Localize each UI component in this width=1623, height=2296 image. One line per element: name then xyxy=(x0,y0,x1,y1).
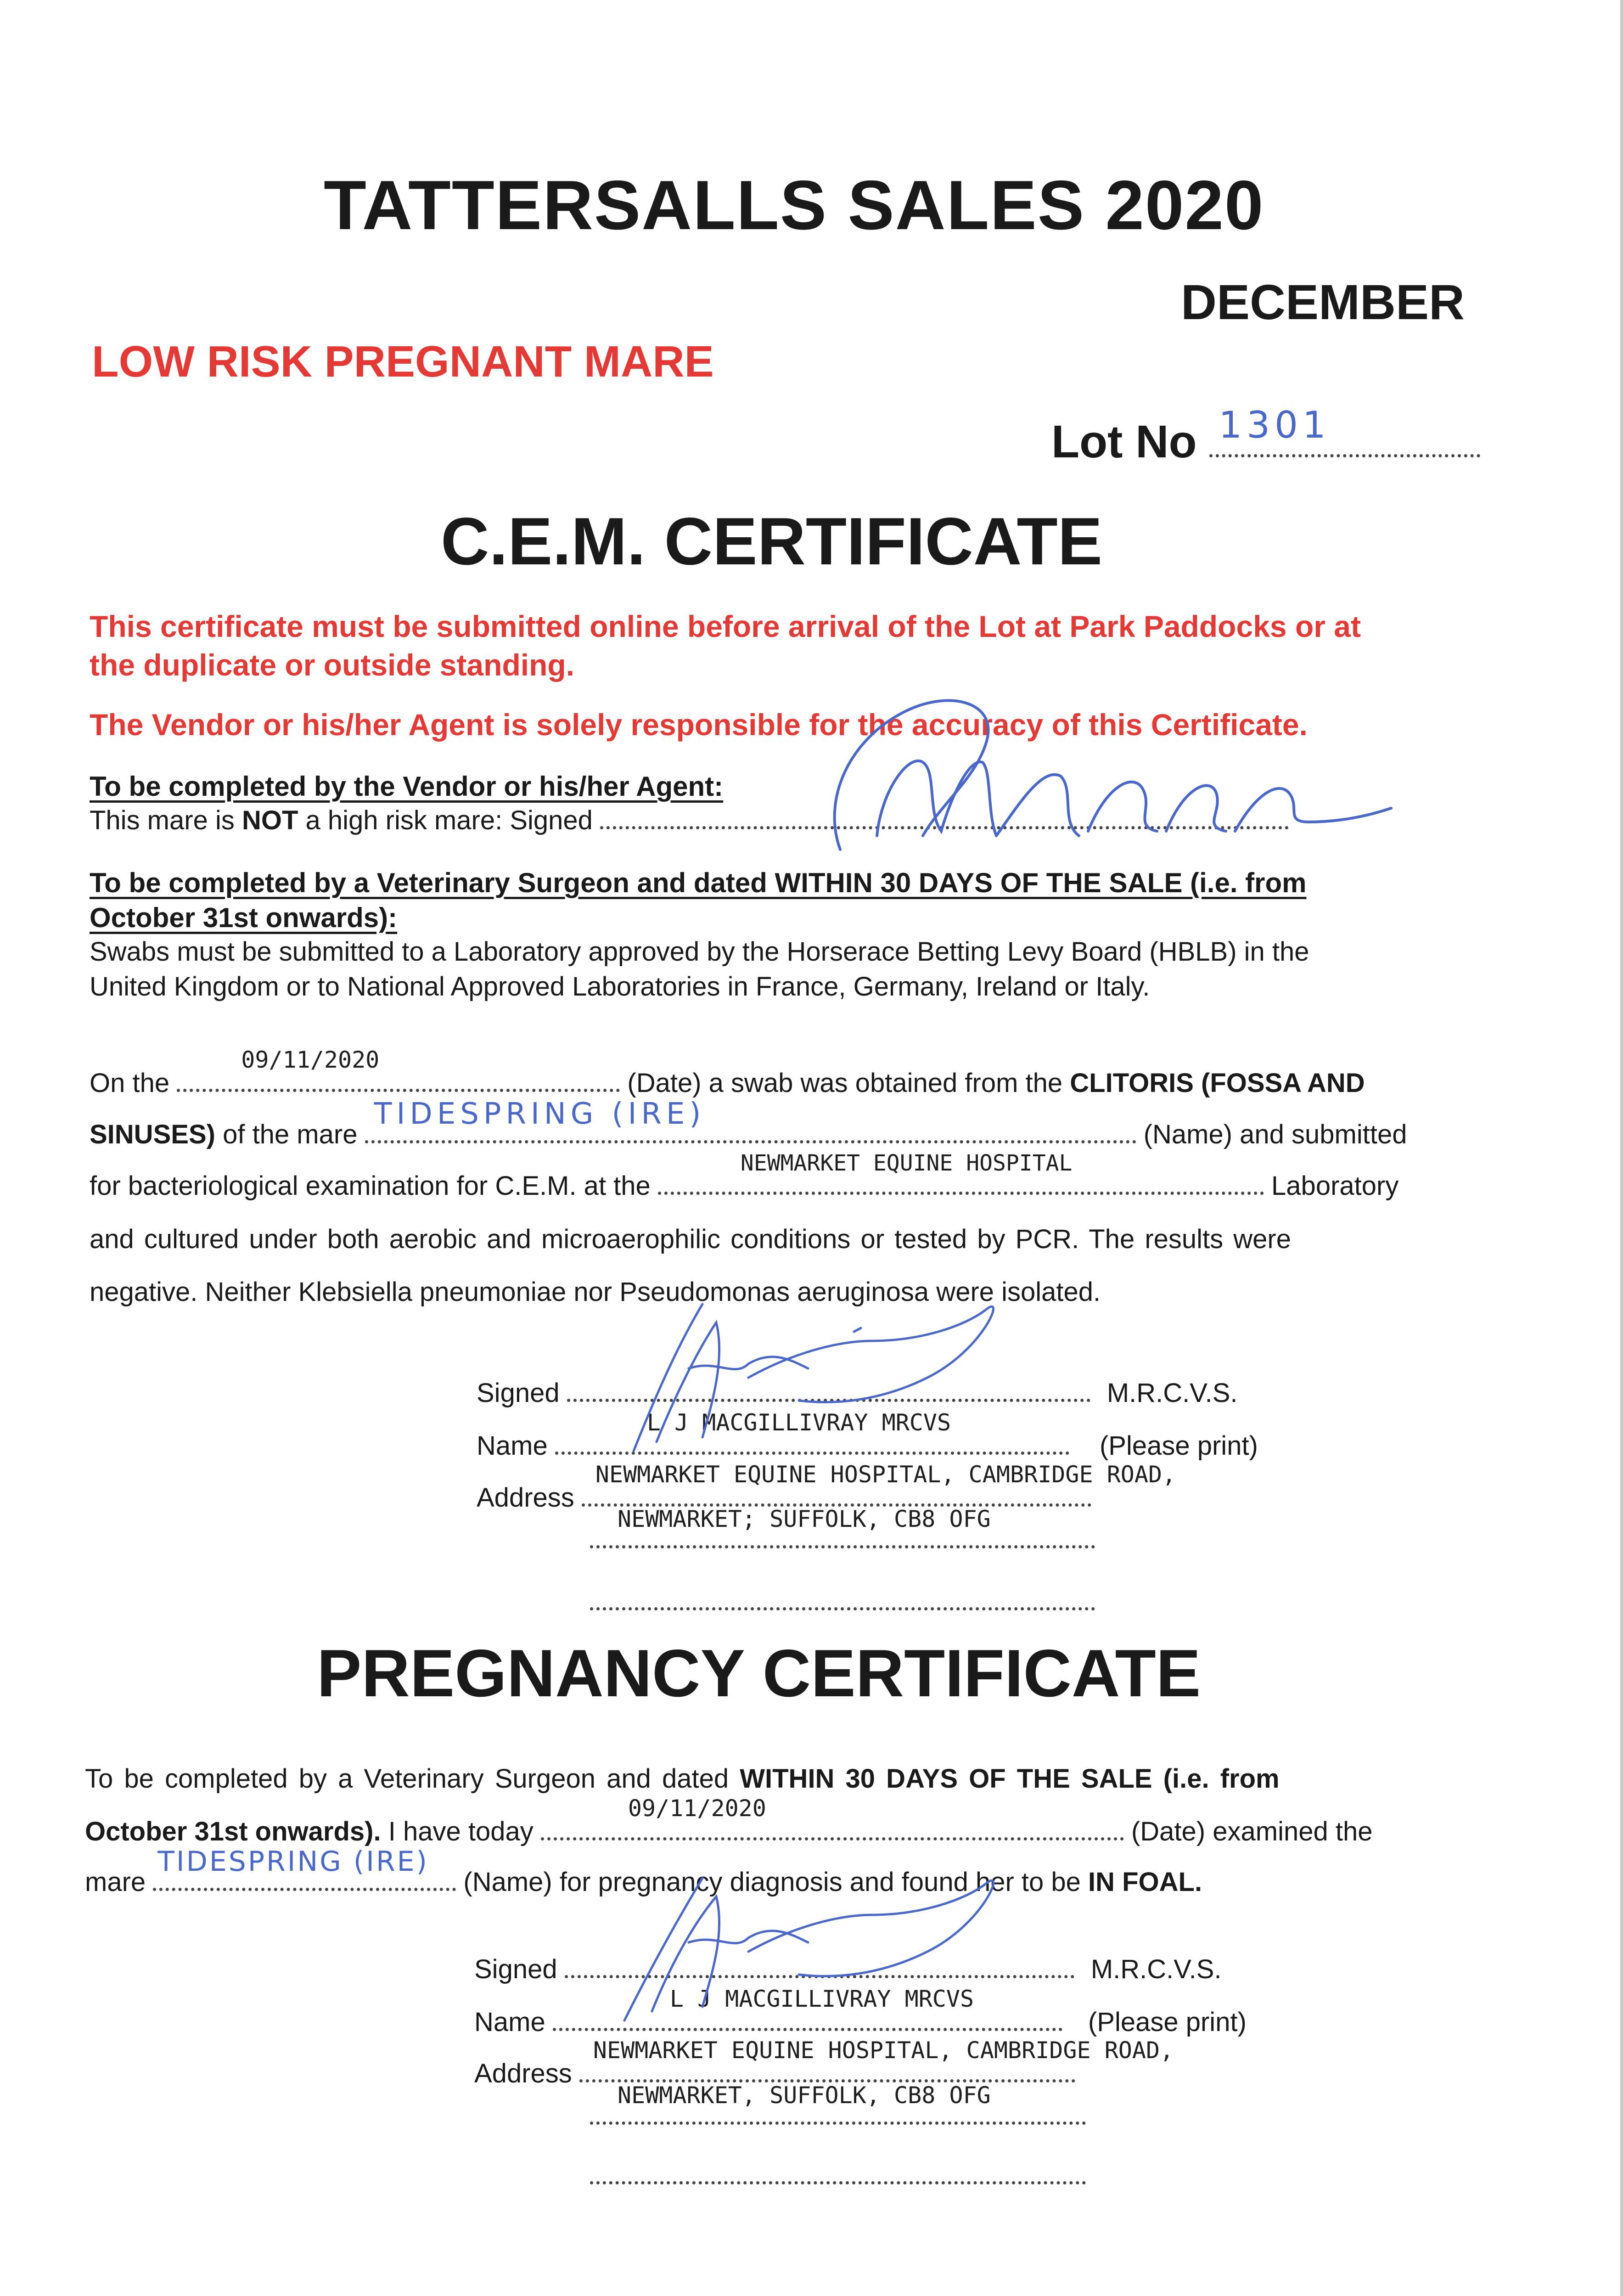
pregnancy-mare-row xyxy=(85,1846,1202,1897)
lot-label: Lot No xyxy=(1051,416,1197,467)
cem-name-label: Name xyxy=(477,1431,548,1461)
exam-prefix: for bacteriological examination for C.E.M. at the xyxy=(90,1171,651,1201)
mare-name-line xyxy=(365,1097,1136,1143)
sale-month: DECEMBER xyxy=(1181,274,1465,330)
cem-address-line2-dots xyxy=(590,1506,1095,1548)
cem-signed-label: Signed xyxy=(477,1378,560,1408)
preg-address-line1 xyxy=(579,2037,1174,2082)
swab-date-value: 09/11/2020 xyxy=(241,1047,380,1073)
laboratory-value: NEWMARKET EQUINE HOSPITAL xyxy=(740,1150,1073,1176)
vendor-statement xyxy=(90,805,1289,836)
sale-title: TATTERSALLS SALES 2020 xyxy=(324,166,1264,244)
mare-name-value: TIDESPRING (IRE) xyxy=(374,1097,706,1131)
pregnancy-mare-line xyxy=(153,1846,456,1891)
preg-name-label: Name xyxy=(474,2007,545,2037)
on-the-label: On the xyxy=(90,1068,170,1098)
culture-line: and cultured under both aerobic and microaerophilic conditions or tested by PCR. The results were xyxy=(90,1224,1291,1254)
swab-site-line1: CLITORIS (FOSSA AND xyxy=(1070,1068,1365,1098)
lot-number-line xyxy=(1209,404,1480,457)
swab-site-line2: SINUSES) xyxy=(90,1120,215,1149)
preg-address-line3 xyxy=(590,2167,1086,2184)
cem-signature-line xyxy=(567,1385,1090,1402)
pregnancy-diagnosis: (Name) for pregnancy diagnosis and found her to be xyxy=(463,1867,1081,1897)
preg-address-value1: NEWMARKET EQUINE HOSPITAL, CAMBRIDGE ROAD, xyxy=(593,2037,1174,2064)
preg-address-line2-dots xyxy=(590,2082,1086,2125)
vendor-signature-line xyxy=(600,812,1289,829)
laboratory-line xyxy=(658,1150,1264,1195)
lot-number-field xyxy=(1051,404,1480,468)
cem-vet-name: L J MACGILLIVRAY MRCVS xyxy=(646,1409,951,1436)
pregnancy-date-line xyxy=(541,1795,1124,1840)
pregnancy-intro-row xyxy=(85,1763,1280,1794)
pregnancy-intro: To be completed by a Veterinary Surgeon and dated xyxy=(85,1764,729,1794)
cem-address-line3 xyxy=(590,1593,1095,1610)
cem-mrcvs-label: M.R.C.V.S. xyxy=(1106,1378,1238,1408)
cem-heading: C.E.M. CERTIFICATE xyxy=(441,504,1103,579)
vet-section-heading-line2: October 31st onwards): xyxy=(90,902,398,933)
pregnancy-in-foal: IN FOAL. xyxy=(1088,1867,1202,1897)
pregnancy-october: October 31st onwards). xyxy=(85,1817,381,1846)
swab-mare-row xyxy=(90,1097,1407,1150)
preg-address-label: Address xyxy=(474,2059,572,2088)
vendor-statement-prefix: This mare is xyxy=(90,805,242,835)
submission-notice xyxy=(90,607,1361,684)
cem-address-value2: NEWMARKET; SUFFOLK, CB8 OFG xyxy=(618,1506,991,1532)
vendor-section-heading: To be completed by the Vendor or his/her Agent: xyxy=(90,771,724,802)
page-edge-shadow xyxy=(1620,0,1623,2296)
lab-row xyxy=(90,1150,1399,1201)
pregnancy-date-value: 09/11/2020 xyxy=(628,1795,766,1822)
swab-requirements-line1: Swabs must be submitted to a Laboratory approved by the Horserace Betting Levy Board (HBLB) in the xyxy=(90,937,1309,967)
cem-signed-row xyxy=(477,1378,1238,1408)
cem-address-value1: NEWMARKET EQUINE HOSPITAL, CAMBRIDGE ROAD, xyxy=(595,1461,1176,1488)
submission-notice-line2: the duplicate or outside standing. xyxy=(90,648,575,682)
preg-address-value2: NEWMARKET, SUFFOLK, CB8 OFG xyxy=(618,2082,991,2109)
vendor-statement-signed-label: a high risk mare: Signed xyxy=(298,805,593,835)
swab-date-line xyxy=(177,1047,620,1092)
pregnancy-date-row xyxy=(85,1795,1373,1847)
preg-please-print: (Please print) xyxy=(1088,2007,1247,2037)
cem-please-print: (Please print) xyxy=(1099,1431,1258,1461)
submission-notice-line1: This certificate must be submitted online before arrival of the Lot at Park Paddocks or at xyxy=(90,609,1361,643)
vendor-responsibility-notice: The Vendor or his/her Agent is solely responsible for the accuracy of this Certificate. xyxy=(90,708,1308,742)
cem-name-row xyxy=(477,1409,1258,1461)
pregnancy-within: WITHIN 30 DAYS OF THE SALE (i.e. from xyxy=(740,1764,1280,1794)
preg-address-line2 xyxy=(590,2082,1086,2126)
vet-section-heading-line1: To be completed by a Veterinary Surgeon and dated WITHIN 30 DAYS OF THE SALE (i.e. from xyxy=(90,867,1307,898)
preg-name-line xyxy=(553,1986,1062,2031)
cem-address-line1 xyxy=(582,1461,1176,1507)
laboratory-suffix: Laboratory xyxy=(1271,1171,1399,1201)
pregnancy-mare-name: TIDESPRING (IRE) xyxy=(157,1846,429,1878)
preg-name-row xyxy=(474,1986,1247,2037)
vendor-statement-not: NOT xyxy=(241,805,298,835)
vet-section-heading xyxy=(90,866,1307,935)
swab-requirements-line2: United Kingdom or to National Approved Laboratories in France, Germany, Ireland or Italy. xyxy=(90,972,1150,1002)
cem-address-label: Address xyxy=(477,1483,574,1513)
cem-name-line xyxy=(555,1409,1069,1455)
cem-address-line2 xyxy=(590,1506,1095,1550)
negative-result-line: negative. Neither Klebsiella pneumoniae nor Pseudomonas aeruginosa were isolated. xyxy=(90,1277,1101,1307)
preg-mrcvs-label: M.R.C.V.S. xyxy=(1090,1954,1222,1984)
risk-label: LOW RISK PREGNANT MARE xyxy=(92,337,714,386)
name-submitted-label: (Name) and submitted xyxy=(1143,1120,1407,1149)
lot-number-value: 1301 xyxy=(1219,404,1331,446)
swab-requirements xyxy=(90,934,1309,1004)
preg-signed-label: Signed xyxy=(474,1954,557,1984)
swab-date-row xyxy=(90,1047,1365,1098)
preg-signature-line xyxy=(565,1961,1074,1978)
pregnancy-have-today: I have today xyxy=(388,1817,534,1846)
preg-vet-name: L J MACGILLIVRAY MRCVS xyxy=(669,1986,974,2012)
preg-signed-row xyxy=(474,1954,1222,1985)
pregnancy-heading: PREGNANCY CERTIFICATE xyxy=(317,1636,1201,1711)
swab-date-suffix: (Date) a swab was obtained from the xyxy=(627,1068,1063,1098)
of-the-mare-label: of the mare xyxy=(223,1120,358,1149)
pregnancy-mare-label: mare xyxy=(85,1867,146,1897)
pregnancy-examined: (Date) examined the xyxy=(1131,1817,1373,1846)
